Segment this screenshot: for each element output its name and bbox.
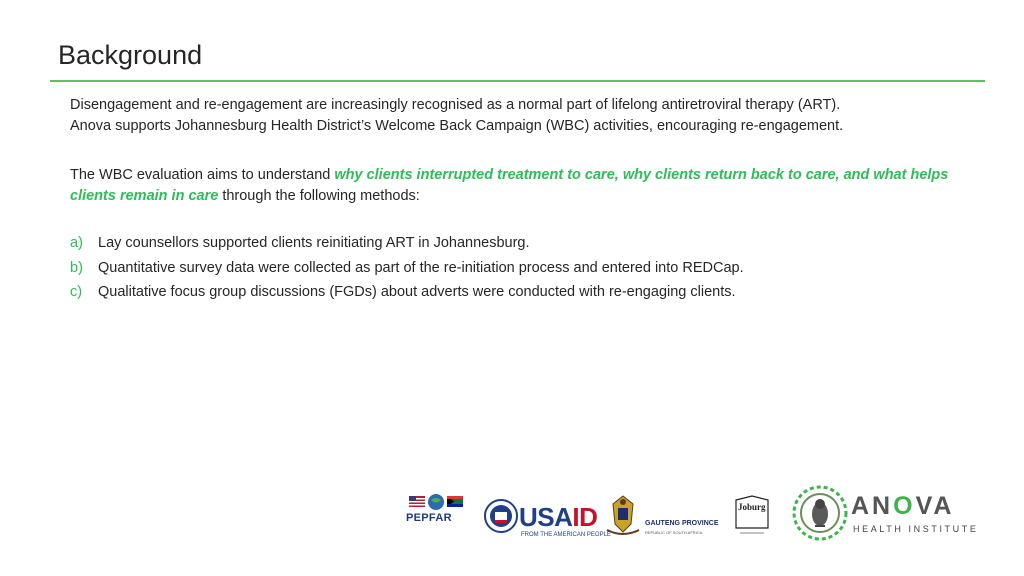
aims-suffix: through the following methods:	[218, 188, 420, 204]
list-marker: c)	[70, 284, 83, 300]
usaid-accent: ID	[572, 502, 598, 532]
usaid-tagline: FROM THE AMERICAN PEOPLE	[521, 532, 611, 538]
gauteng-logo	[603, 494, 723, 544]
aims-prefix: The WBC evaluation aims to understand	[70, 167, 335, 183]
usaid-logo	[483, 492, 611, 542]
anova-part-3: VA	[915, 492, 955, 520]
anova-emblem-icon	[791, 482, 849, 544]
gauteng-sublabel: REPUBLIC OF SOUTH AFRICA	[645, 530, 703, 535]
list-marker: a)	[70, 235, 83, 251]
anova-part-2: O	[893, 492, 916, 520]
usaid-seal-icon	[483, 498, 519, 534]
usaid-wordmark	[519, 502, 597, 533]
list-item	[70, 280, 744, 305]
methods-list	[70, 231, 744, 305]
partner-logos	[405, 480, 985, 560]
usaid-main: USA	[519, 502, 573, 532]
gauteng-label: GAUTENG PROVINCE	[645, 520, 719, 527]
coat-of-arms-icon	[603, 494, 643, 536]
joburg-logo	[732, 494, 772, 538]
aims-paragraph	[70, 165, 950, 207]
list-item-text: Qualitative focus group discussions (FGDs) about adverts were conducted with re-engaging clients.	[98, 284, 736, 300]
anova-wordmark	[851, 492, 954, 521]
page-title: Background	[58, 40, 203, 70]
title-divider	[50, 80, 985, 82]
joburg-label: Joburg	[738, 502, 766, 512]
anova-tagline: HEALTH INSTITUTE	[853, 524, 979, 534]
list-item-text: Lay counsellors supported clients reinitiating ART in Johannesburg.	[98, 235, 530, 251]
aims-highlight: why clients interrupted treatment to care, why clients return back to care, and what helps clients remain in care	[70, 167, 949, 204]
list-marker: b)	[70, 259, 83, 276]
pepfar-label: PEPFAR	[406, 512, 452, 524]
anova-logo	[791, 482, 981, 546]
intro-line-1: Disengagement and re-engagement are increasingly recognised as a normal part of lifelong antiretroviral therapy (ART).	[70, 97, 841, 113]
anova-part-1: AN	[851, 492, 894, 520]
list-item	[70, 231, 744, 256]
flags-icon	[405, 492, 467, 512]
list-item	[70, 256, 744, 281]
pepfar-logo	[405, 492, 467, 537]
joburg-badge-icon	[732, 494, 772, 538]
intro-line-2: Anova supports Johannesburg Health District’s Welcome Back Campaign (WBC) activities, encouraging re-engagement.	[70, 118, 844, 134]
list-item-text: Quantitative survey data were collected as part of the re-initiation process and entered into REDCap.	[98, 259, 744, 276]
intro-paragraph	[70, 95, 950, 137]
